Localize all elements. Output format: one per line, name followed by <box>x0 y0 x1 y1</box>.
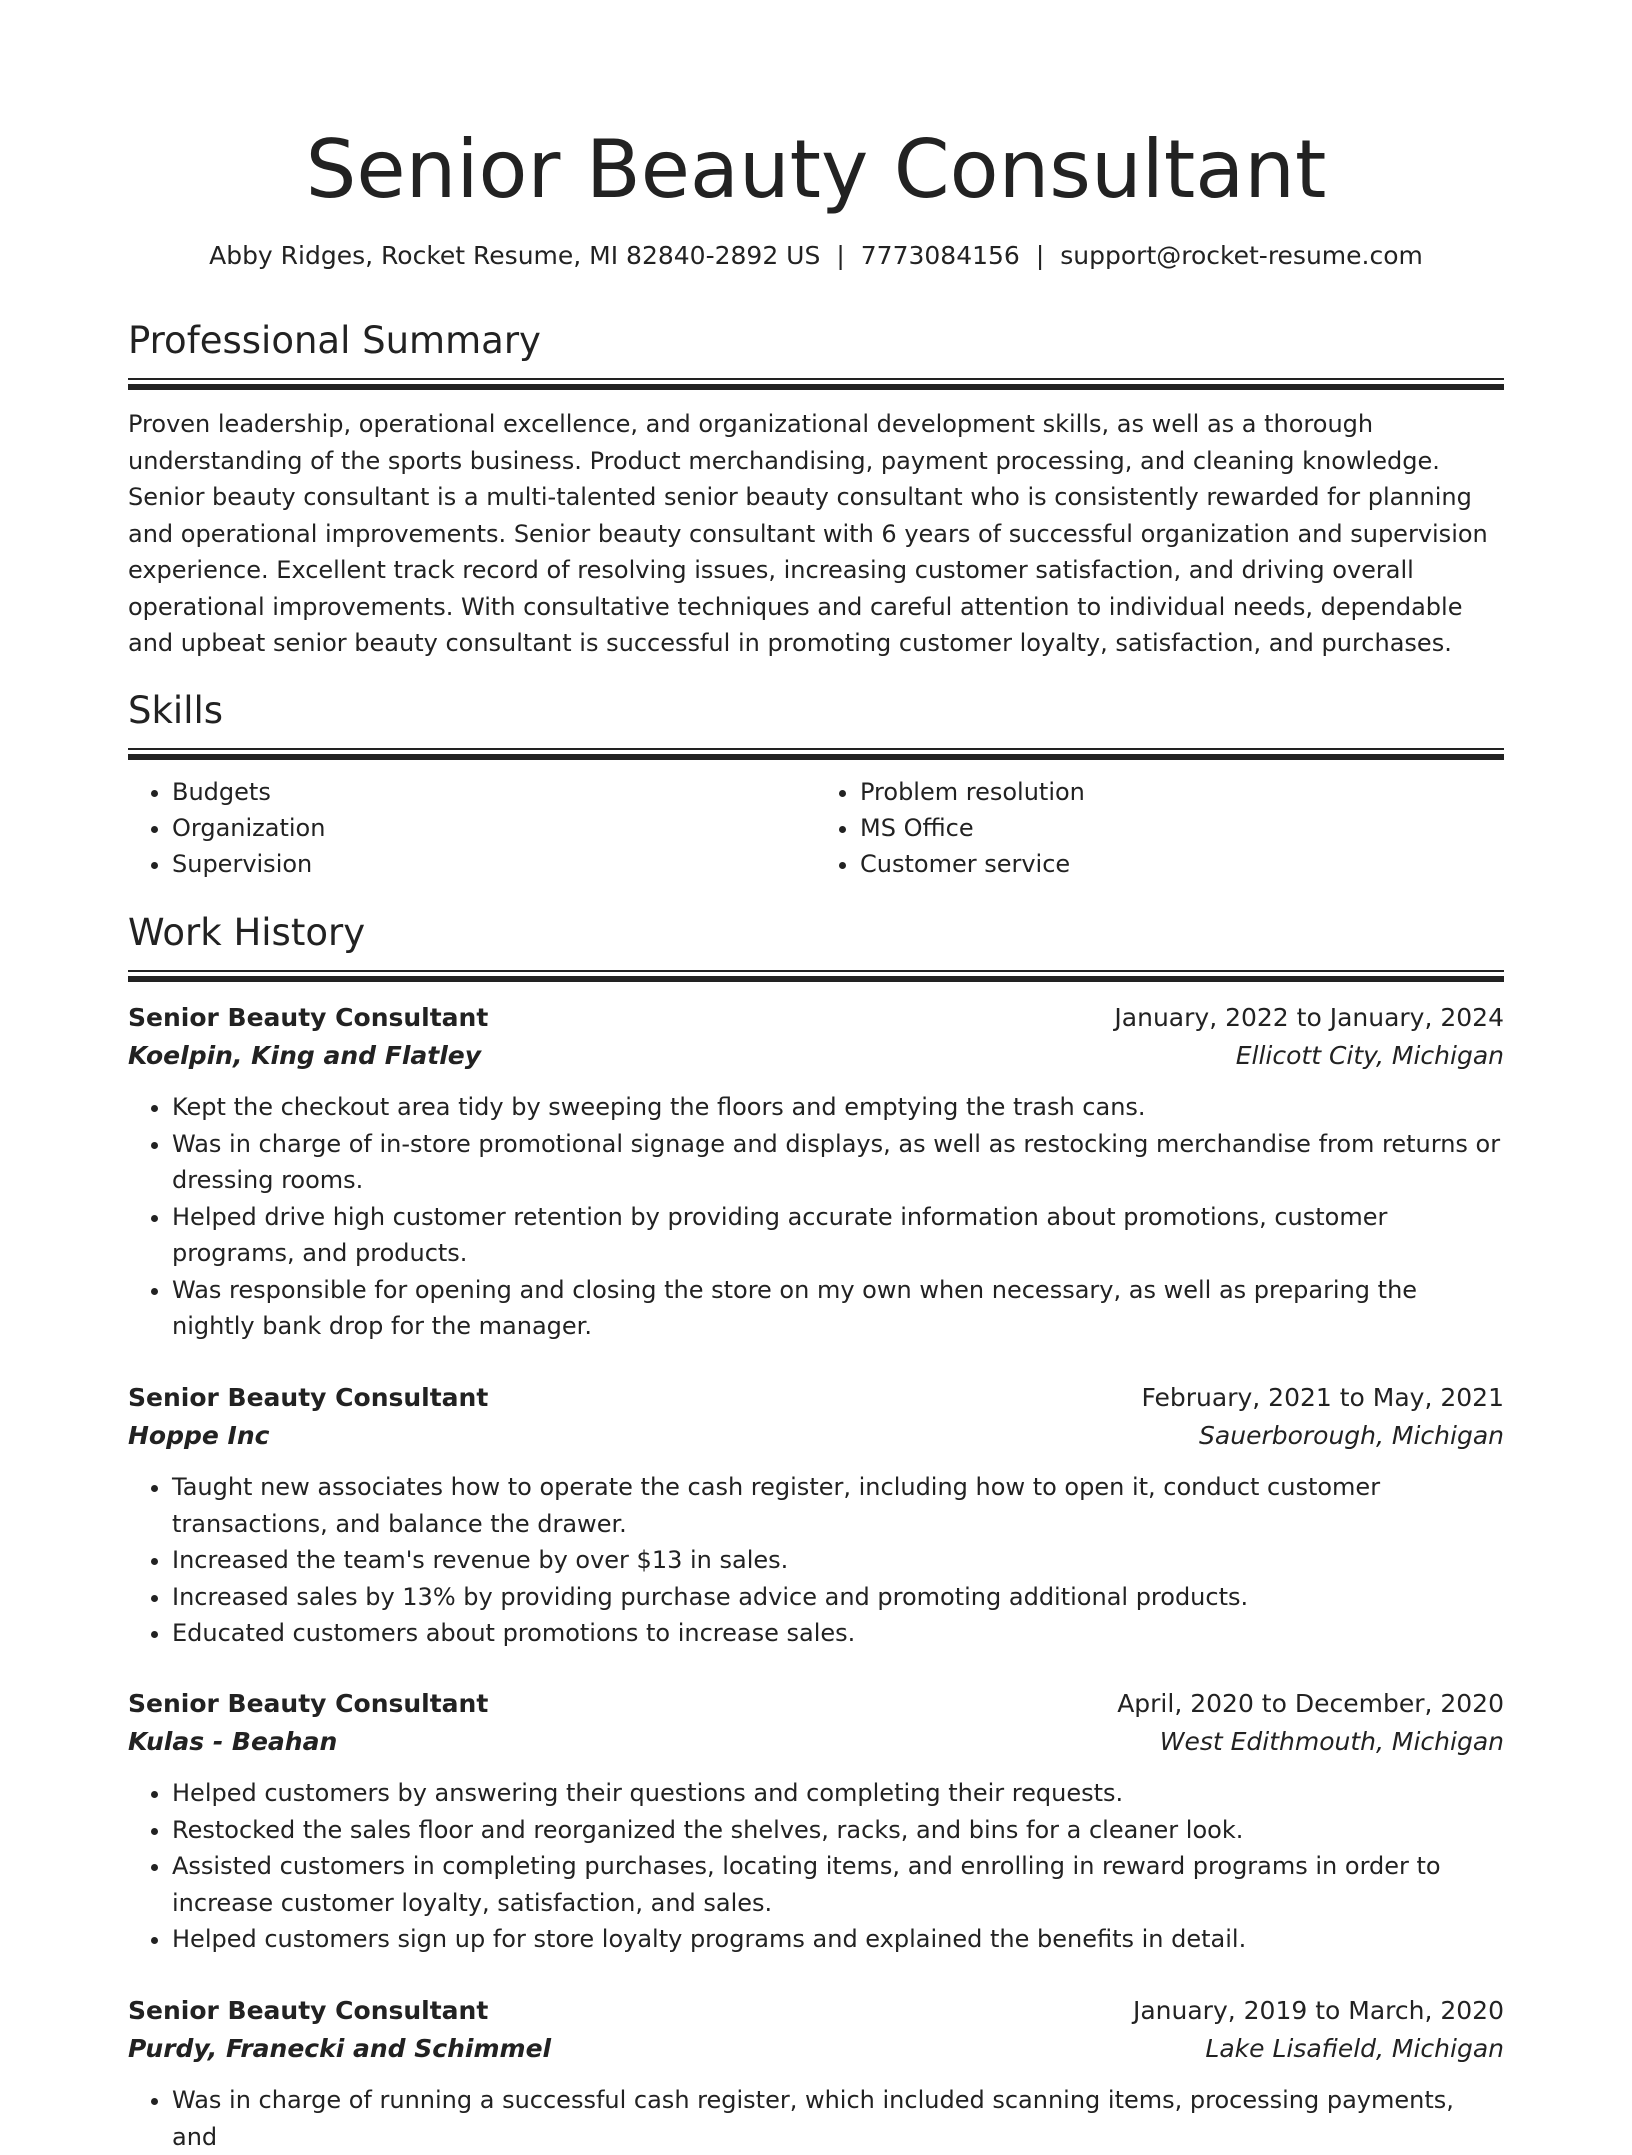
job-title: Senior Beauty Consultant <box>128 1996 489 2025</box>
contact-separator: | <box>1035 241 1045 270</box>
job-location: West Edithmouth, Michigan <box>1159 1727 1504 1756</box>
job-bullet: • Restocked the sales floor and reorganized the shelves, racks, and bins for a cleaner look. <box>172 1812 1504 1849</box>
section-divider <box>128 378 1504 390</box>
skill-item: • Supervision <box>172 846 816 882</box>
job-bullets <box>128 1089 1504 1345</box>
job-bullet: • Assisted customers in completing purchases, locating items, and enrolling in reward programs in order to increase customer loyalty, satisfaction, and sales. <box>172 1848 1504 1921</box>
job-bullets <box>128 2082 1504 2155</box>
job-dates: April, 2020 to December, 2020 <box>1117 1689 1504 1718</box>
job-header-row <box>128 1379 1504 1417</box>
job-header-row <box>128 1992 1504 2030</box>
job-location: Sauerborough, Michigan <box>1199 1421 1504 1450</box>
job-entry <box>128 1992 1504 2155</box>
job-bullet: • Was responsible for opening and closing the store on my own when necessary, as well as preparing the nightly bank drop for the manager. <box>172 1272 1504 1345</box>
job-company: Kulas - Beahan <box>128 1727 338 1756</box>
job-bullet: • Was in charge of running a successful cash register, which included scanning items, processing payments, and <box>172 2082 1504 2155</box>
job-subheader-row <box>128 2030 1504 2068</box>
job-header-row <box>128 1685 1504 1723</box>
job-bullet: • Taught new associates how to operate the cash register, including how to open it, conduct customer transactions, and balance the drawer. <box>172 1469 1504 1542</box>
job-company: Koelpin, King and Flatley <box>128 1041 482 1070</box>
contact-phone: 7773084156 <box>860 241 1020 270</box>
job-bullet: • Educated customers about promotions to increase sales. <box>172 1615 1504 1652</box>
job-bullets <box>128 1775 1504 1958</box>
skills-section <box>128 686 1504 882</box>
summary-text: Proven leadership, operational excellence, and organizational development skills, as well as a thorough understanding of the sports business. Product merchandising, payment processing, and cleaning knowledge. Senior beauty consultant is a multi-talented senior beauty consultant who is consistently rewarded for planning and operational improvements. Senior beauty consultant with 6 years of successful organization and supervision experience. Excellent track record of resolving issues, increasing customer satisfaction, and driving overall operational improvements. With consultative techniques and careful attention to individual needs, dependable and upbeat senior beauty consultant is successful in promoting customer loyalty, satisfaction, and purchases. <box>128 410 1488 657</box>
resume-title: Senior Beauty Consultant <box>305 123 1327 216</box>
skills-list-right <box>816 774 1504 882</box>
skill-item: • MS Office <box>860 810 1504 846</box>
job-subheader-row <box>128 1417 1504 1455</box>
section-divider <box>128 970 1504 982</box>
summary-section <box>128 316 1504 662</box>
job-bullet: • Kept the checkout area tidy by sweeping the floors and emptying the trash cans. <box>172 1089 1504 1126</box>
job-title: Senior Beauty Consultant <box>128 1689 489 1718</box>
job-bullet: • Increased sales by 13% by providing purchase advice and promoting additional products. <box>172 1579 1504 1616</box>
job-header-row <box>128 999 1504 1037</box>
job-dates: January, 2022 to January, 2024 <box>1114 1003 1504 1032</box>
job-bullet: • Helped drive high customer retention by providing accurate information about promotions, customer programs, and products. <box>172 1199 1504 1272</box>
skills-list-left <box>128 774 816 882</box>
contact-email[interactable]: support@rocket-resume.com <box>1060 241 1423 270</box>
section-title-summary: Professional Summary <box>128 319 541 362</box>
job-dates: January, 2019 to March, 2020 <box>1132 1996 1504 2025</box>
section-title-skills: Skills <box>128 689 224 732</box>
work-history-section <box>128 908 1504 982</box>
job-company: Hoppe Inc <box>128 1421 270 1450</box>
job-subheader-row <box>128 1037 1504 1075</box>
skill-item: • Problem resolution <box>860 774 1504 810</box>
contact-line <box>128 236 1504 276</box>
contact-address: Abby Ridges, Rocket Resume, MI 82840-2892 US <box>209 241 821 270</box>
job-entry <box>128 1685 1504 1958</box>
skills-columns <box>128 774 1504 882</box>
job-subheader-row <box>128 1723 1504 1761</box>
job-title: Senior Beauty Consultant <box>128 1003 489 1032</box>
job-bullet: • Increased the team's revenue by over $13 in sales. <box>172 1542 1504 1579</box>
job-location: Ellicott City, Michigan <box>1235 1041 1504 1070</box>
skill-item: • Budgets <box>172 774 816 810</box>
job-company: Purdy, Franecki and Schimmel <box>128 2034 552 2063</box>
job-bullet: • Helped customers sign up for store loyalty programs and explained the benefits in detail. <box>172 1921 1504 1958</box>
job-entry <box>128 999 1504 1345</box>
skill-item: • Organization <box>172 810 816 846</box>
job-bullets <box>128 1469 1504 1652</box>
job-location: Lake Lisafield, Michigan <box>1205 2034 1504 2063</box>
skill-item: • Customer service <box>860 846 1504 882</box>
section-title-work-history: Work History <box>128 911 366 954</box>
section-divider <box>128 748 1504 760</box>
job-bullet: • Helped customers by answering their questions and completing their requests. <box>172 1775 1504 1812</box>
job-bullet: • Was in charge of in-store promotional signage and displays, as well as restocking merchandise from returns or dressing rooms. <box>172 1126 1504 1199</box>
job-dates: February, 2021 to May, 2021 <box>1141 1383 1504 1412</box>
job-entry <box>128 1379 1504 1652</box>
job-title: Senior Beauty Consultant <box>128 1383 489 1412</box>
contact-separator: | <box>836 241 845 270</box>
